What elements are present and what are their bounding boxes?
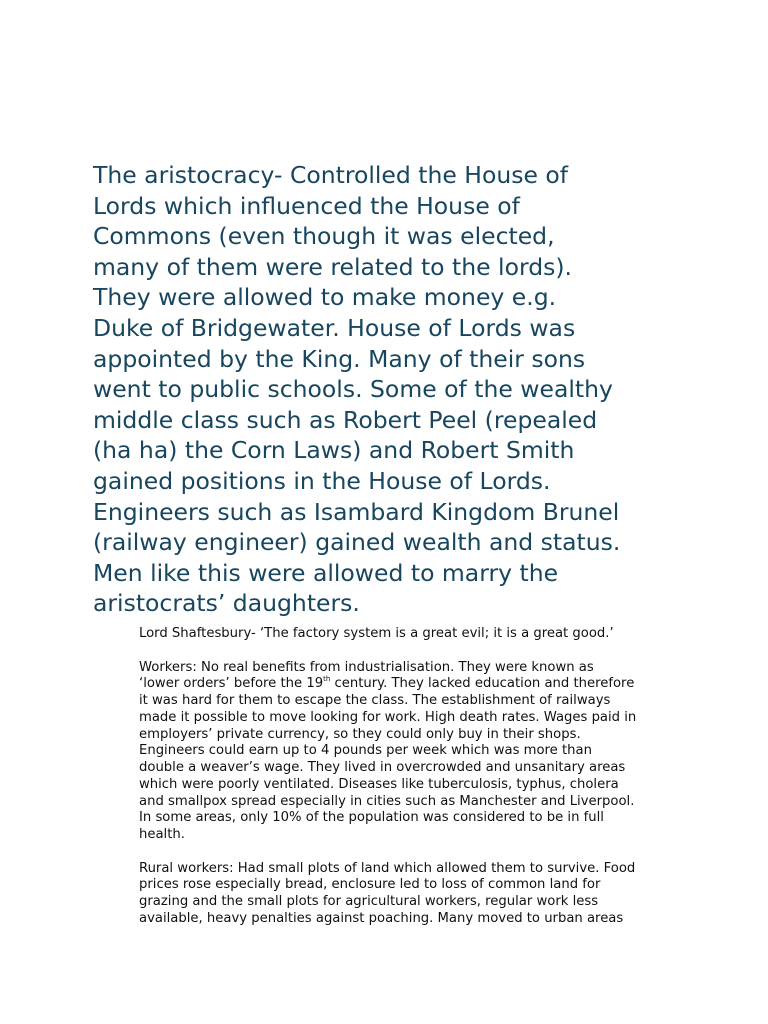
workers-line-2-start: ‘lower orders’ before the 19 <box>139 676 324 692</box>
workers-rest: it was hard for them to escape the class. The establishment of railways made it possible to move looking for work. High death rates. Wages paid in employers’ private currency, so they could only buy in their shops. Engineers could earn up to 4 pounds per week which was more than double a weaver’s wage. They lived in overcrowded and unsanitary areas which were poorly ventilated. Diseases like tuberculosis, typhus, cholera and smallpox spread especially in cities such as Manchester and Liverpool. In some areas, only 10% of the population was considered to be in full health. <box>139 693 637 842</box>
aristocracy-paragraph: The aristocracy- Controlled the House of Lords which influenced the House of Commons (even though it was elected, many of them were related to the lords). They were allowed to make money e.g. Duke of Bridgewater. House of Lords was appointed by the King. Many of their sons went to public schools. Some of the wealthy middle class such as Robert Peel (repealed (ha ha) the Corn Laws) and Robert Smith gained positions in the House of Lords. Engineers such as Isambard Kingdom Brunel (railway engineer) gained wealth and status. Men like this were allowed to marry the aristocrats’ daughters. <box>93 161 621 618</box>
notes-body <box>139 626 699 928</box>
workers-line-2-end: century. They lacked education and therefore <box>330 676 635 692</box>
shaftesbury-quote: Lord Shaftesbury- ‘The factory system is a great evil; it is a great good.’ <box>139 626 614 641</box>
workers-line-2 <box>139 676 699 693</box>
workers-line-1: Workers: No real benefits from industrialisation. They were known as <box>139 659 594 675</box>
workers-paragraph <box>139 660 699 844</box>
paragraph-spacer <box>139 643 699 660</box>
paragraph-spacer <box>139 844 699 861</box>
ordinal-superscript: th <box>323 675 331 684</box>
rural-workers-paragraph: Rural workers: Had small plots of land which allowed them to survive. Food prices rose especially bread, enclosure led to loss of common land for grazing and the small plots for agricultural workers, regular work less available, heavy penalties against poaching. Many moved to urban areas <box>139 860 636 926</box>
